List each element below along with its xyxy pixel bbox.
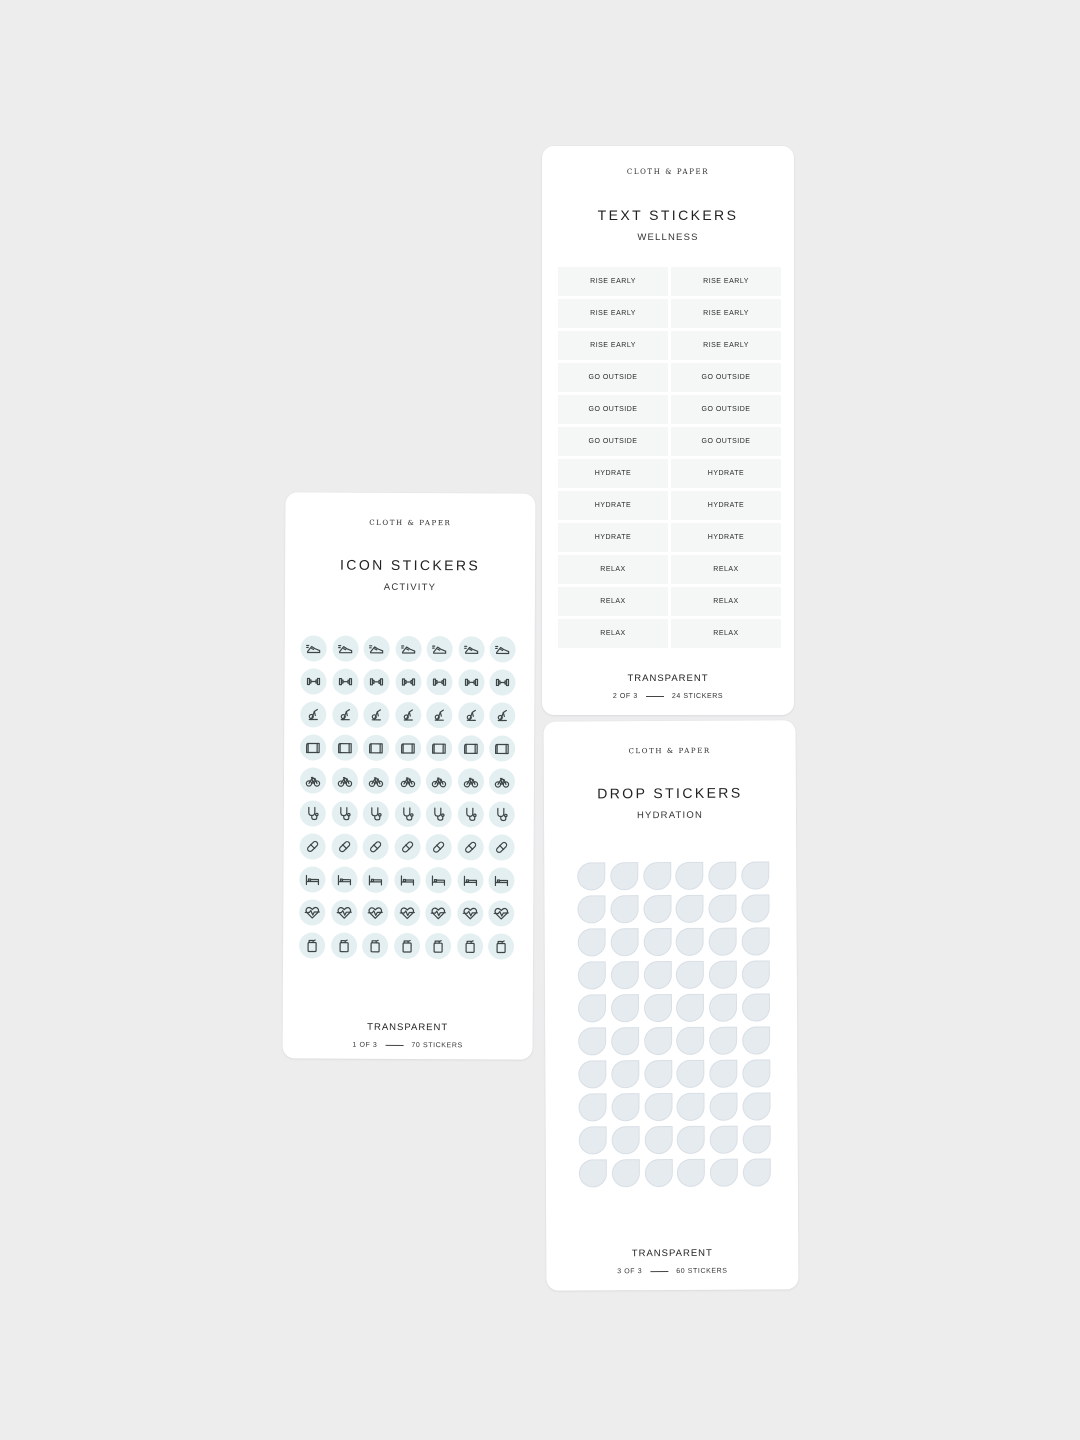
drop-sticker — [741, 861, 769, 889]
sheet-title: ICON STICKERS — [340, 556, 481, 574]
text-sticker: RELAX — [671, 619, 781, 648]
text-sticker: GO OUTSIDE — [671, 427, 781, 456]
icon-sticker — [488, 900, 514, 926]
stethoscope-icon — [431, 806, 447, 822]
text-sticker: RELAX — [671, 555, 781, 584]
text-sticker: GO OUTSIDE — [558, 427, 668, 456]
bicycle-icon — [336, 773, 352, 789]
bicycle-icon — [399, 773, 415, 789]
drop-sticker — [644, 1159, 672, 1187]
icon-sticker — [299, 866, 325, 892]
drop-sticker — [677, 1126, 705, 1154]
drop-sticker — [709, 961, 737, 989]
drop-sticker — [743, 1125, 771, 1153]
drop-sticker — [677, 1027, 705, 1055]
text-sticker: HYDRATE — [558, 523, 668, 552]
drop-sticker — [677, 1159, 705, 1187]
icon-sticker — [362, 867, 388, 893]
icon-sticker — [426, 801, 452, 827]
icon-sticker — [362, 933, 388, 959]
drop-sticker — [743, 1158, 771, 1186]
icon-sticker — [363, 768, 389, 794]
icon-sticker — [458, 702, 484, 728]
icon-sticker — [457, 900, 483, 926]
icon-sticker — [457, 834, 483, 860]
icon-sticker — [427, 636, 453, 662]
stethoscope-icon — [305, 805, 321, 821]
brand-label: CLOTH & PAPER — [369, 518, 452, 528]
icon-sticker — [332, 702, 358, 728]
stethoscope-icon — [494, 806, 510, 822]
text-sticker-grid — [558, 267, 781, 648]
text-sticker: HYDRATE — [671, 523, 781, 552]
sheet-subtitle: HYDRATION — [636, 809, 704, 822]
drop-stickers-sheet — [544, 720, 799, 1290]
text-sticker: RELAX — [671, 587, 781, 616]
drop-sticker — [611, 961, 639, 989]
drop-sticker — [611, 1027, 639, 1055]
sheet-number: 3 OF 3 — [617, 1268, 643, 1276]
elliptical-icon — [431, 707, 447, 723]
icon-sticker — [331, 768, 357, 794]
bed-icon — [367, 872, 383, 888]
drop-sticker — [578, 961, 606, 989]
drop-sticker — [643, 928, 671, 956]
sticker-count: 24 STICKERS — [671, 693, 724, 700]
bicycle-icon — [431, 773, 447, 789]
icon-sticker — [489, 735, 515, 761]
divider — [385, 1045, 403, 1046]
drop-sticker — [610, 862, 638, 890]
icon-sticker — [395, 669, 421, 695]
sneaker-icon — [400, 641, 416, 657]
dumbbell-icon — [400, 674, 416, 690]
drop-sticker — [742, 1026, 770, 1054]
icon-sticker — [395, 735, 421, 761]
icon-sticker — [394, 933, 420, 959]
pill-icon — [431, 839, 447, 855]
icon-sticker — [300, 734, 326, 760]
text-stickers-sheet — [542, 146, 794, 715]
text-sticker: RELAX — [558, 619, 668, 648]
sneaker-icon — [337, 641, 353, 657]
water-bottle-icon — [493, 938, 509, 954]
material-label: TRANSPARENT — [627, 673, 709, 684]
icon-sticker — [300, 668, 326, 694]
icon-sticker — [425, 867, 451, 893]
icon-sticker — [363, 834, 389, 860]
stethoscope-icon — [368, 806, 384, 822]
sheet-number: 2 OF 3 — [612, 693, 638, 700]
water-bottle-icon — [336, 938, 352, 954]
sheet-subtitle: WELLNESS — [637, 232, 699, 243]
text-sticker: HYDRATE — [558, 491, 668, 520]
drop-sticker — [643, 895, 671, 923]
icon-sticker — [300, 701, 326, 727]
text-sticker: GO OUTSIDE — [671, 363, 781, 392]
icon-sticker — [489, 768, 515, 794]
icon-sticker — [457, 933, 483, 959]
text-sticker: RISE EARLY — [671, 267, 781, 296]
icon-sticker — [300, 833, 326, 859]
icon-sticker — [425, 933, 451, 959]
icon-sticker — [332, 735, 358, 761]
drop-sticker — [710, 1126, 738, 1154]
text-sticker: RISE EARLY — [671, 331, 781, 360]
drop-sticker — [644, 1060, 672, 1088]
drop-sticker — [676, 961, 704, 989]
icon-sticker — [426, 735, 452, 761]
sheet-title: DROP STICKERS — [597, 784, 743, 802]
drop-sticker — [742, 927, 770, 955]
dumbbell-icon — [368, 674, 384, 690]
icon-sticker — [363, 801, 389, 827]
icon-sticker — [488, 933, 514, 959]
icon-sticker — [488, 867, 514, 893]
icon-sticker — [332, 636, 358, 662]
text-sticker: GO OUTSIDE — [558, 363, 668, 392]
drop-sticker — [643, 862, 671, 890]
drop-sticker — [677, 1093, 705, 1121]
icon-sticker — [394, 801, 420, 827]
bicycle-icon — [368, 773, 384, 789]
drop-sticker — [644, 1126, 672, 1154]
sheet-footer — [546, 1267, 798, 1275]
heartbeat-icon — [304, 904, 320, 920]
sticker-count: 60 STICKERS — [676, 1267, 728, 1275]
sneaker-icon — [306, 640, 322, 656]
heartbeat-icon — [399, 905, 415, 921]
text-sticker: RISE EARLY — [671, 299, 781, 328]
icon-sticker — [331, 834, 357, 860]
sticker-count: 70 STICKERS — [411, 1042, 463, 1050]
drop-sticker — [611, 1060, 639, 1088]
heartbeat-icon — [367, 905, 383, 921]
drop-sticker — [579, 1159, 607, 1187]
sneaker-icon — [369, 641, 385, 657]
drop-sticker — [644, 994, 672, 1022]
icon-sticker — [331, 801, 357, 827]
icon-sticker — [425, 900, 451, 926]
icon-sticker — [332, 669, 358, 695]
elliptical-icon — [368, 707, 384, 723]
drop-sticker — [578, 1027, 606, 1055]
bed-icon — [399, 872, 415, 888]
icon-sticker — [364, 636, 390, 662]
yoga-mat-icon — [400, 740, 416, 756]
divider — [650, 1271, 668, 1272]
drop-sticker — [644, 1027, 672, 1055]
bed-icon — [304, 871, 320, 887]
yoga-mat-icon — [337, 740, 353, 756]
drop-sticker — [676, 928, 704, 956]
icon-sticker — [489, 669, 515, 695]
bicycle-icon — [462, 773, 478, 789]
heartbeat-icon — [462, 905, 478, 921]
icon-sticker — [299, 932, 325, 958]
icon-sticker — [426, 669, 452, 695]
icon-sticker — [394, 867, 420, 893]
sheet-footer — [542, 693, 794, 700]
dumbbell-icon — [337, 674, 353, 690]
drop-sticker — [578, 1093, 606, 1121]
water-bottle-icon — [304, 937, 320, 953]
icon-sticker — [363, 735, 389, 761]
material-label: TRANSPARENT — [631, 1247, 713, 1260]
pill-icon — [462, 839, 478, 855]
drop-sticker — [577, 862, 605, 890]
drop-sticker — [742, 960, 770, 988]
sneaker-icon — [432, 641, 448, 657]
text-sticker: RISE EARLY — [558, 331, 668, 360]
icon-sticker — [394, 768, 420, 794]
pill-icon — [336, 839, 352, 855]
icon-sticker — [395, 702, 421, 728]
pill-icon — [399, 839, 415, 855]
icon-sticker — [457, 801, 483, 827]
drop-sticker — [709, 895, 737, 923]
drop-sticker — [644, 1093, 672, 1121]
drop-sticker — [709, 1027, 737, 1055]
drop-sticker — [579, 1126, 607, 1154]
material-label: TRANSPARENT — [367, 1021, 449, 1034]
icon-sticker — [299, 899, 325, 925]
drop-sticker — [677, 1060, 705, 1088]
heartbeat-icon — [430, 905, 446, 921]
drop-sticker — [578, 994, 606, 1022]
drop-sticker — [577, 895, 605, 923]
drop-sticker — [710, 1159, 738, 1187]
icon-sticker — [362, 900, 388, 926]
sneaker-icon — [495, 641, 511, 657]
drop-sticker — [578, 928, 606, 956]
icon-sticker — [457, 867, 483, 893]
icon-sticker-grid — [299, 635, 516, 959]
yoga-mat-icon — [305, 739, 321, 755]
drop-sticker — [611, 1093, 639, 1121]
icon-sticker — [394, 900, 420, 926]
elliptical-icon — [400, 707, 416, 723]
bicycle-icon — [305, 772, 321, 788]
drop-sticker — [742, 993, 770, 1021]
dumbbell-icon — [463, 674, 479, 690]
heartbeat-icon — [493, 905, 509, 921]
icon-sticker — [363, 702, 389, 728]
icon-sticker — [395, 636, 421, 662]
icon-stickers-sheet — [283, 492, 536, 1059]
brand-label: CLOTH & PAPER — [628, 746, 711, 756]
yoga-mat-icon — [368, 740, 384, 756]
dumbbell-icon — [494, 674, 510, 690]
drop-sticker — [578, 1060, 606, 1088]
text-sticker: HYDRATE — [671, 459, 781, 488]
text-sticker: RISE EARLY — [558, 299, 668, 328]
sheet-number: 1 OF 3 — [352, 1041, 378, 1049]
icon-sticker — [331, 933, 357, 959]
heartbeat-icon — [336, 905, 352, 921]
drop-sticker — [741, 894, 769, 922]
icon-sticker — [426, 834, 452, 860]
icon-sticker — [331, 867, 357, 893]
bed-icon — [462, 872, 478, 888]
icon-sticker — [331, 900, 357, 926]
icon-sticker — [301, 635, 327, 661]
icon-sticker — [489, 702, 515, 728]
drop-sticker — [742, 1092, 770, 1120]
drop-sticker — [709, 1060, 737, 1088]
icon-sticker — [394, 834, 420, 860]
icon-sticker — [458, 735, 484, 761]
bicycle-icon — [494, 773, 510, 789]
icon-sticker — [300, 767, 326, 793]
icon-sticker — [426, 768, 452, 794]
icon-sticker — [489, 801, 515, 827]
drop-sticker — [676, 994, 704, 1022]
elliptical-icon — [494, 707, 510, 723]
dumbbell-icon — [305, 673, 321, 689]
drop-sticker — [710, 1093, 738, 1121]
yoga-mat-icon — [463, 740, 479, 756]
drop-sticker — [611, 994, 639, 1022]
stethoscope-icon — [336, 806, 352, 822]
bed-icon — [336, 872, 352, 888]
sheet-footer — [283, 1041, 533, 1049]
water-bottle-icon — [430, 938, 446, 954]
pill-icon — [494, 839, 510, 855]
brand-label: CLOTH & PAPER — [626, 168, 710, 176]
elliptical-icon — [337, 707, 353, 723]
text-sticker: RISE EARLY — [558, 267, 668, 296]
divider — [646, 696, 664, 697]
drop-sticker — [708, 862, 736, 890]
yoga-mat-icon — [431, 740, 447, 756]
water-bottle-icon — [462, 938, 478, 954]
text-sticker: RELAX — [558, 555, 668, 584]
sneaker-icon — [463, 641, 479, 657]
water-bottle-icon — [399, 938, 415, 954]
stethoscope-icon — [462, 806, 478, 822]
dumbbell-icon — [431, 674, 447, 690]
drop-sticker — [611, 1126, 639, 1154]
drop-sticker — [610, 928, 638, 956]
sheet-subtitle: ACTIVITY — [383, 581, 437, 594]
icon-sticker — [457, 768, 483, 794]
drop-sticker — [612, 1159, 640, 1187]
drop-sticker — [643, 961, 671, 989]
sheet-title: TEXT STICKERS — [597, 207, 739, 223]
icon-sticker — [300, 800, 326, 826]
icon-sticker — [489, 834, 515, 860]
text-sticker: GO OUTSIDE — [558, 395, 668, 424]
icon-sticker — [490, 636, 516, 662]
drop-sticker — [676, 895, 704, 923]
drop-sticker — [742, 1059, 770, 1087]
icon-sticker — [363, 669, 389, 695]
drop-sticker — [676, 862, 704, 890]
elliptical-icon — [463, 707, 479, 723]
pill-icon — [368, 839, 384, 855]
text-sticker: RELAX — [558, 587, 668, 616]
icon-sticker — [458, 636, 484, 662]
drop-sticker — [709, 928, 737, 956]
icon-sticker — [458, 669, 484, 695]
drop-sticker — [610, 895, 638, 923]
text-sticker: HYDRATE — [671, 491, 781, 520]
icon-sticker — [426, 702, 452, 728]
yoga-mat-icon — [494, 740, 510, 756]
elliptical-icon — [305, 706, 321, 722]
bed-icon — [430, 872, 446, 888]
pill-icon — [305, 838, 321, 854]
drop-sticker-grid — [577, 861, 771, 1187]
drop-sticker — [709, 994, 737, 1022]
water-bottle-icon — [367, 938, 383, 954]
text-sticker: HYDRATE — [558, 459, 668, 488]
text-sticker: GO OUTSIDE — [671, 395, 781, 424]
stethoscope-icon — [399, 806, 415, 822]
bed-icon — [493, 872, 509, 888]
